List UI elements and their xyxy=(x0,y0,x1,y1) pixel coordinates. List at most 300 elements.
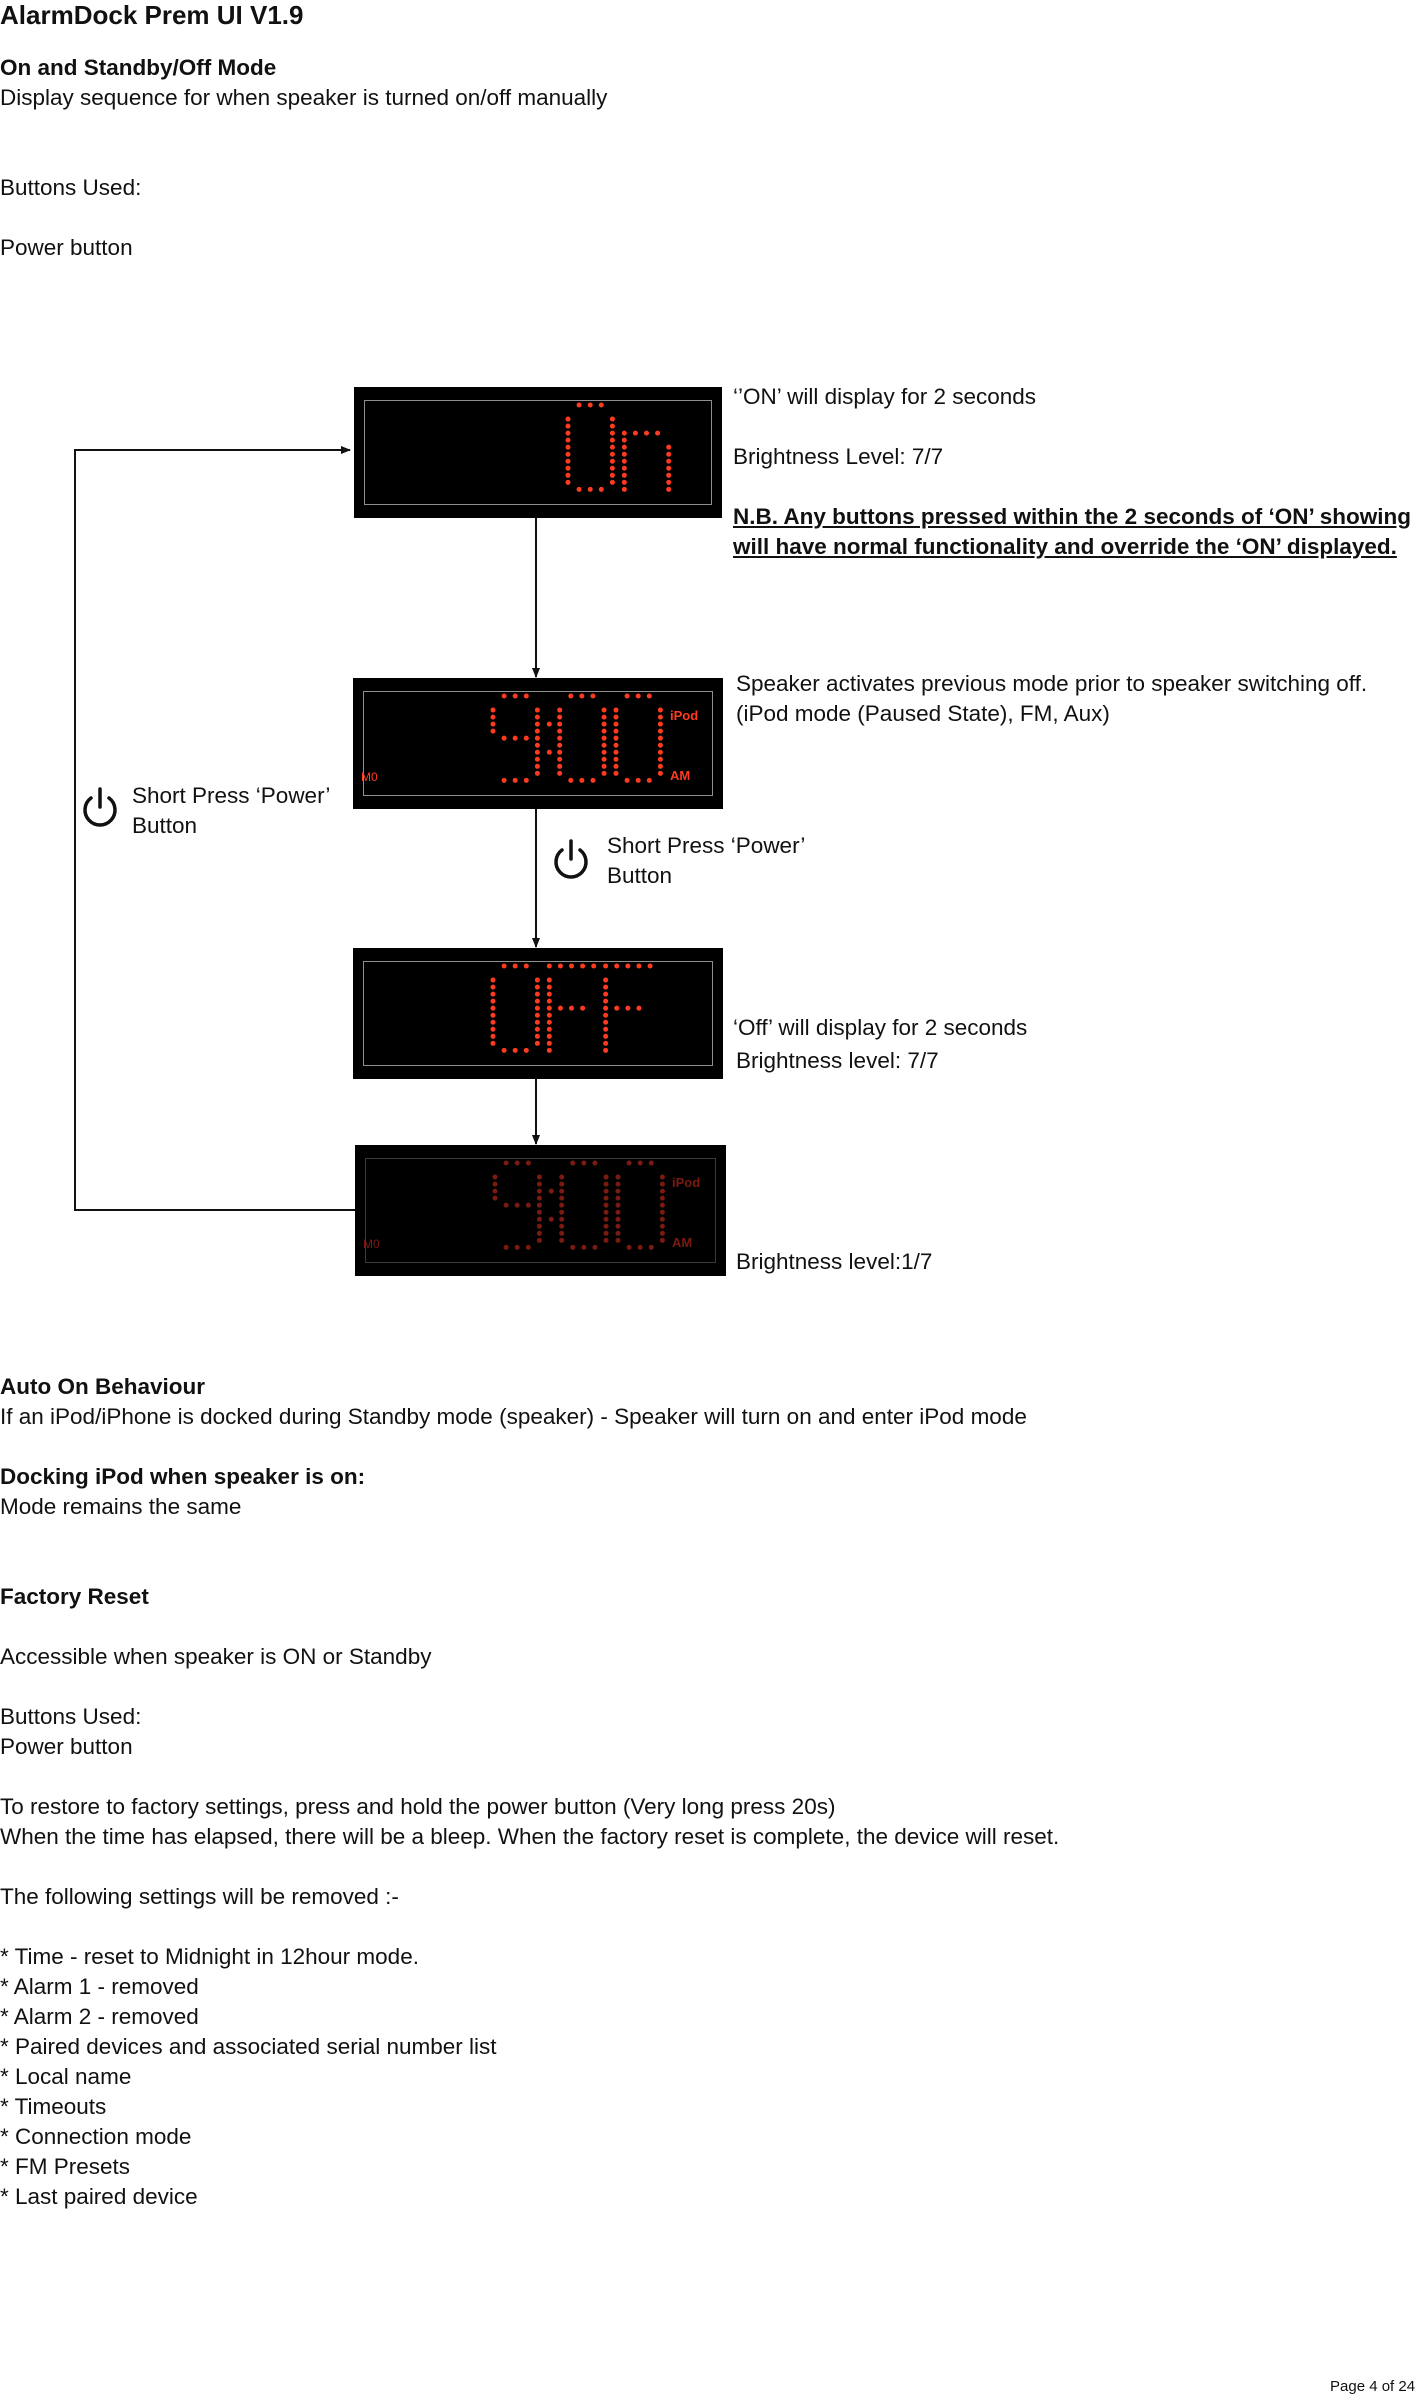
led-dot xyxy=(547,1006,552,1011)
loop-action-line2: Button xyxy=(132,813,198,838)
mode-indicator-left: M0 xyxy=(361,770,378,784)
led-dot xyxy=(614,729,619,734)
led-dot xyxy=(622,466,627,471)
led-dot xyxy=(625,964,630,969)
led-dot xyxy=(491,1034,496,1039)
led-dot xyxy=(491,999,496,1004)
led-dot xyxy=(658,750,663,755)
led-dot xyxy=(537,1224,542,1229)
led-dot xyxy=(557,708,562,713)
standby-indicator-left: M0 xyxy=(363,1237,380,1251)
led-dot xyxy=(603,1041,608,1046)
led-dot xyxy=(602,715,607,720)
led-dot xyxy=(604,1238,609,1243)
led-dot xyxy=(569,964,574,969)
factory-reset-instruction-1: To restore to factory settings, press and hold the power button (Very long press 20s) xyxy=(0,1794,836,1819)
led-dot xyxy=(602,757,607,762)
led-dot xyxy=(614,964,619,969)
led-dot xyxy=(535,736,540,741)
led-dot xyxy=(622,431,627,436)
led-dot xyxy=(547,1013,552,1018)
led-dot xyxy=(493,1175,498,1180)
led-dot xyxy=(537,1182,542,1187)
lcd-standby-display xyxy=(355,1145,726,1276)
led-dot xyxy=(535,715,540,720)
led-dot xyxy=(603,1020,608,1025)
led-dot xyxy=(660,1175,665,1180)
led-dot xyxy=(636,964,641,969)
led-dot xyxy=(610,480,615,485)
led-dot xyxy=(493,1189,498,1194)
led-dot xyxy=(547,992,552,997)
led-dot xyxy=(616,1231,621,1236)
led-dot xyxy=(535,985,540,990)
led-dot xyxy=(502,1048,507,1053)
led-dot xyxy=(647,694,652,699)
removed-item: * Local name xyxy=(0,2064,132,2089)
led-dot xyxy=(491,708,496,713)
led-dot xyxy=(579,694,584,699)
led-dot xyxy=(524,736,529,741)
led-dot xyxy=(569,1006,574,1011)
led-dot xyxy=(648,964,653,969)
factory-reset-buttons-value: Power button xyxy=(0,1734,133,1759)
led-dot xyxy=(610,445,615,450)
led-dot xyxy=(547,1048,552,1053)
led-dot xyxy=(491,1006,496,1011)
led-dot xyxy=(559,1196,564,1201)
lcd-previous-mode-display xyxy=(353,678,723,809)
led-dot xyxy=(491,722,496,727)
led-dot xyxy=(526,1245,531,1250)
led-dot xyxy=(660,1238,665,1243)
dot-matrix-standby xyxy=(355,1145,726,1276)
led-dot xyxy=(504,1203,509,1208)
led-dot xyxy=(535,764,540,769)
led-dot xyxy=(559,1224,564,1229)
led-dot xyxy=(649,1161,654,1166)
led-dot xyxy=(524,778,529,783)
led-dot xyxy=(658,722,663,727)
led-dot xyxy=(602,771,607,776)
led-dot xyxy=(636,778,641,783)
led-dot xyxy=(580,964,585,969)
removed-item: * FM Presets xyxy=(0,2154,131,2179)
led-dot xyxy=(566,431,571,436)
led-dot xyxy=(566,445,571,450)
led-dot xyxy=(491,1041,496,1046)
led-dot xyxy=(625,1006,630,1011)
led-dot xyxy=(647,778,652,783)
led-dot xyxy=(616,1224,621,1229)
led-dot xyxy=(524,694,529,699)
led-dot xyxy=(610,466,615,471)
led-dot xyxy=(547,1034,552,1039)
led-dot xyxy=(502,694,507,699)
led-dot xyxy=(559,1175,564,1180)
led-dot xyxy=(537,1196,542,1201)
led-dot xyxy=(588,487,593,492)
led-dot xyxy=(614,743,619,748)
docking-heading: Docking iPod when speaker is on: xyxy=(0,1464,366,1489)
led-dot xyxy=(588,403,593,408)
led-dot xyxy=(616,1189,621,1194)
led-dot xyxy=(602,722,607,727)
led-dot xyxy=(658,708,663,713)
led-dot xyxy=(559,1189,564,1194)
led-dot xyxy=(622,445,627,450)
led-dot xyxy=(604,1189,609,1194)
led-dot xyxy=(491,715,496,720)
on-caption: ‘’ON’ will display for 2 seconds xyxy=(733,384,1037,409)
led-dot xyxy=(603,1006,608,1011)
section-heading: On and Standby/Off Mode xyxy=(0,55,277,80)
led-dot xyxy=(566,424,571,429)
led-dot xyxy=(666,445,671,450)
led-dot xyxy=(660,1189,665,1194)
led-dot xyxy=(604,1175,609,1180)
led-dot xyxy=(660,1231,665,1236)
led-dot xyxy=(535,757,540,762)
led-dot xyxy=(547,985,552,990)
on-note-line2: will have normal functionality and override the ‘ON’ displayed. xyxy=(733,534,1397,559)
led-dot xyxy=(614,708,619,713)
led-dot xyxy=(535,750,540,755)
led-dot xyxy=(616,1175,621,1180)
led-dot xyxy=(616,1182,621,1187)
led-dot xyxy=(535,1041,540,1046)
led-dot xyxy=(666,459,671,464)
led-dot xyxy=(603,1013,608,1018)
led-dot xyxy=(599,403,604,408)
led-dot xyxy=(559,1210,564,1215)
led-dot xyxy=(602,764,607,769)
led-dot xyxy=(559,1203,564,1208)
led-dot xyxy=(602,729,607,734)
am-indicator: AM xyxy=(670,768,691,783)
off-brightness: Brightness level: 7/7 xyxy=(736,1048,939,1073)
led-dot xyxy=(604,1203,609,1208)
led-dot xyxy=(627,1245,632,1250)
led-dot xyxy=(614,764,619,769)
led-dot xyxy=(537,1175,542,1180)
led-dot xyxy=(515,1203,520,1208)
led-dot xyxy=(513,778,518,783)
led-dot xyxy=(513,694,518,699)
power-icon xyxy=(556,841,586,877)
led-dot xyxy=(658,743,663,748)
led-dot xyxy=(614,722,619,727)
led-dot xyxy=(566,452,571,457)
buttons-used-label: Buttons Used: xyxy=(0,175,142,200)
docking-text: Mode remains the same xyxy=(0,1494,242,1519)
led-dot xyxy=(658,757,663,762)
led-dot xyxy=(491,992,496,997)
led-dot xyxy=(614,1006,619,1011)
led-dot xyxy=(602,736,607,741)
led-dot xyxy=(610,438,615,443)
led-dot xyxy=(649,1245,654,1250)
led-dot xyxy=(566,473,571,478)
led-dot xyxy=(535,999,540,1004)
lcd-on-display xyxy=(354,387,722,518)
led-dot xyxy=(524,1048,529,1053)
led-dot xyxy=(604,1210,609,1215)
led-dot xyxy=(577,487,582,492)
standby-brightness: Brightness level:1/7 xyxy=(736,1249,933,1274)
led-dot xyxy=(559,1231,564,1236)
led-dot xyxy=(535,743,540,748)
led-dot xyxy=(591,964,596,969)
led-dot xyxy=(547,978,552,983)
led-dot xyxy=(568,778,573,783)
loop-action-line1: Short Press ‘Power’ xyxy=(132,783,331,808)
led-dot xyxy=(602,750,607,755)
step-action-line2: Button xyxy=(607,863,673,888)
led-dot xyxy=(660,1217,665,1222)
led-dot xyxy=(547,1020,552,1025)
led-dot xyxy=(547,1027,552,1032)
led-dot xyxy=(491,1013,496,1018)
led-dot xyxy=(660,1210,665,1215)
led-dot xyxy=(491,978,496,983)
led-dot xyxy=(644,431,649,436)
removed-item: * Paired devices and associated serial number list xyxy=(0,2034,497,2059)
led-dot xyxy=(557,722,562,727)
led-dot xyxy=(558,964,563,969)
led-dot xyxy=(504,1161,509,1166)
led-dot xyxy=(610,417,615,422)
led-dot xyxy=(566,438,571,443)
removed-item: * Connection mode xyxy=(0,2124,192,2149)
led-dot xyxy=(558,1006,563,1011)
led-dot xyxy=(535,708,540,713)
led-dot xyxy=(535,1020,540,1025)
page-number: Page 4 of 24 xyxy=(1330,2378,1416,2395)
led-dot xyxy=(537,1217,542,1222)
off-caption: ‘Off’ will display for 2 seconds xyxy=(733,1015,1028,1040)
led-dot xyxy=(513,1048,518,1053)
led-dot xyxy=(590,778,595,783)
led-dot xyxy=(502,778,507,783)
led-dot xyxy=(526,1203,531,1208)
led-dot xyxy=(549,1189,554,1194)
led-dot xyxy=(602,708,607,713)
led-dot xyxy=(622,459,627,464)
led-dot xyxy=(535,978,540,983)
led-dot xyxy=(603,964,608,969)
mode-caption-line2: (iPod mode (Paused State), FM, Aux) xyxy=(736,701,1110,726)
led-dot xyxy=(535,1013,540,1018)
led-dot xyxy=(566,480,571,485)
led-dot xyxy=(547,964,552,969)
power-icon xyxy=(85,789,115,825)
led-dot xyxy=(614,736,619,741)
led-dot xyxy=(614,757,619,762)
led-dot xyxy=(636,1006,641,1011)
led-dot xyxy=(658,729,663,734)
factory-reset-instruction-2: When the time has elapsed, there will be a bleep. When the factory reset is complete, the device will reset. xyxy=(0,1824,1060,1849)
led-dot xyxy=(566,417,571,422)
led-dot xyxy=(610,459,615,464)
led-dot xyxy=(603,1027,608,1032)
led-dot xyxy=(557,750,562,755)
led-dot xyxy=(636,694,641,699)
led-dot xyxy=(622,452,627,457)
led-dot xyxy=(666,473,671,478)
led-dot xyxy=(614,771,619,776)
led-dot xyxy=(557,757,562,762)
dot-matrix-on xyxy=(354,387,722,518)
led-dot xyxy=(547,1041,552,1046)
led-dot xyxy=(625,694,630,699)
led-dot xyxy=(610,452,615,457)
led-dot xyxy=(603,1034,608,1039)
led-dot xyxy=(590,694,595,699)
led-dot xyxy=(616,1203,621,1208)
led-dot xyxy=(557,764,562,769)
led-dot xyxy=(537,1210,542,1215)
led-dot xyxy=(537,1238,542,1243)
led-dot xyxy=(610,431,615,436)
led-dot xyxy=(603,999,608,1004)
factory-reset-heading: Factory Reset xyxy=(0,1584,149,1609)
led-dot xyxy=(535,729,540,734)
auto-on-text: If an iPod/iPhone is docked during Standby mode (speaker) - Speaker will turn on and enter iPod mode xyxy=(0,1404,1027,1429)
led-dot xyxy=(535,771,540,776)
led-dot xyxy=(610,473,615,478)
led-dot xyxy=(622,473,627,478)
led-dot xyxy=(491,985,496,990)
led-dot xyxy=(547,999,552,1004)
led-dot xyxy=(604,1196,609,1201)
led-dot xyxy=(559,1217,564,1222)
led-dot xyxy=(658,764,663,769)
led-dot xyxy=(535,1034,540,1039)
led-dot xyxy=(660,1224,665,1229)
ipod-indicator: iPod xyxy=(670,708,699,723)
led-dot xyxy=(660,1196,665,1201)
led-dot xyxy=(660,1203,665,1208)
led-dot xyxy=(622,487,627,492)
led-dot xyxy=(535,1027,540,1032)
led-dot xyxy=(493,1182,498,1187)
led-dot xyxy=(581,1245,586,1250)
led-dot xyxy=(599,487,604,492)
lcd-off-display xyxy=(353,948,723,1079)
led-dot xyxy=(638,1161,643,1166)
led-dot xyxy=(627,1161,632,1166)
led-dot xyxy=(603,1048,608,1053)
page-title: AlarmDock Prem UI V1.9 xyxy=(0,0,304,30)
led-dot xyxy=(660,1182,665,1187)
standby-am-indicator: AM xyxy=(672,1235,693,1250)
led-dot xyxy=(547,750,552,755)
led-dot xyxy=(491,1020,496,1025)
led-dot xyxy=(616,1210,621,1215)
removed-item: * Alarm 2 - removed xyxy=(0,2004,199,2029)
led-dot xyxy=(502,736,507,741)
factory-reset-accessible: Accessible when speaker is ON or Standby xyxy=(0,1644,432,1669)
led-dot xyxy=(616,1196,621,1201)
led-dot xyxy=(604,1224,609,1229)
led-dot xyxy=(602,743,607,748)
led-dot xyxy=(658,736,663,741)
led-dot xyxy=(491,729,496,734)
led-dot xyxy=(524,964,529,969)
loop-connector xyxy=(75,450,355,1210)
on-brightness: Brightness Level: 7/7 xyxy=(733,444,944,469)
dot-matrix-time xyxy=(353,678,723,809)
removed-item: * Time - reset to Midnight in 12hour mode. xyxy=(0,1944,419,1969)
led-dot xyxy=(633,431,638,436)
led-dot xyxy=(614,715,619,720)
led-dot xyxy=(557,729,562,734)
led-dot xyxy=(535,722,540,727)
led-dot xyxy=(622,480,627,485)
led-dot xyxy=(603,978,608,983)
led-dot xyxy=(580,1006,585,1011)
led-dot xyxy=(638,1245,643,1250)
led-dot xyxy=(549,1217,554,1222)
led-dot xyxy=(535,992,540,997)
led-dot xyxy=(666,480,671,485)
led-dot xyxy=(604,1217,609,1222)
led-dot xyxy=(666,487,671,492)
led-dot xyxy=(513,964,518,969)
led-dot xyxy=(557,771,562,776)
led-dot xyxy=(513,736,518,741)
step-action-line1: Short Press ‘Power’ xyxy=(607,833,806,858)
led-dot xyxy=(566,466,571,471)
auto-on-heading: Auto On Behaviour xyxy=(0,1374,206,1399)
led-dot xyxy=(537,1189,542,1194)
led-dot xyxy=(577,403,582,408)
led-dot xyxy=(658,771,663,776)
led-dot xyxy=(666,452,671,457)
dot-matrix-off xyxy=(353,948,723,1079)
led-dot xyxy=(603,992,608,997)
led-dot xyxy=(537,1203,542,1208)
led-dot xyxy=(557,715,562,720)
led-dot xyxy=(537,1231,542,1236)
led-dot xyxy=(515,1245,520,1250)
buttons-used-value: Power button xyxy=(0,235,133,260)
led-dot xyxy=(570,1245,575,1250)
removed-item: * Timeouts xyxy=(0,2094,107,2119)
led-dot xyxy=(625,778,630,783)
led-dot xyxy=(504,1245,509,1250)
led-dot xyxy=(557,743,562,748)
led-dot xyxy=(570,1161,575,1166)
led-dot xyxy=(557,736,562,741)
led-dot xyxy=(581,1161,586,1166)
led-dot xyxy=(616,1217,621,1222)
led-dot xyxy=(592,1245,597,1250)
removed-item: * Last paired device xyxy=(0,2184,198,2209)
led-dot xyxy=(526,1161,531,1166)
standby-ipod-indicator: iPod xyxy=(672,1175,701,1190)
factory-reset-buttons-label: Buttons Used: xyxy=(0,1704,142,1729)
led-dot xyxy=(515,1161,520,1166)
led-dot xyxy=(658,715,663,720)
led-dot xyxy=(491,1027,496,1032)
led-dot xyxy=(579,778,584,783)
mode-caption-line1: Speaker activates previous mode prior to speaker switching off. xyxy=(736,671,1368,696)
led-dot xyxy=(493,1196,498,1201)
led-dot xyxy=(559,1182,564,1187)
led-dot xyxy=(614,750,619,755)
